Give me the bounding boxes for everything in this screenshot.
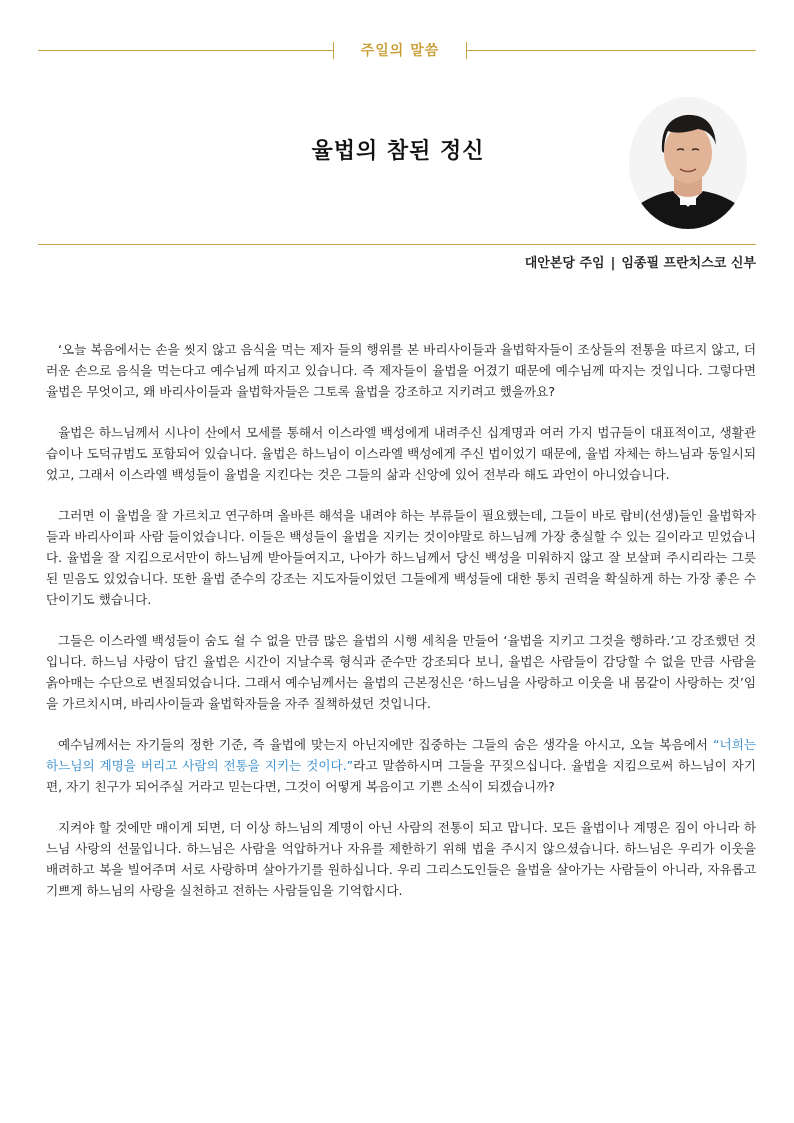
author-position: 대안본당 주임 (524, 256, 605, 271)
article-body (46, 340, 756, 922)
scripture-quote: “너희는 하느님의 계명을 버리고 사람의 전통을 지키는 것이다.” (46, 737, 756, 773)
paragraph-5-rest: 라고 말씀하시며 그들을 꾸짖으십니다. 율법을 지킴으로써 하느님이 자기 편, 자기 친구가 되어주실 거라고 믿는다면, 그것이 어떻게 복음이고 기쁜 소식이 되겠습니까? (46, 757, 756, 794)
paragraph-5-lead: 예수님께서는 자기들의 정한 기준, 즉 율법에 맞는지 아닌지에만 집중하는 그들의 숨은 생각을 아시고, 오늘 복음에서 (58, 737, 713, 753)
paragraph-3: 그러면 이 율법을 잘 가르치고 연구하며 올바른 해석을 내려야 하는 부류들이 필요했는데, 그들이 바로 랍비(선생)들인 율법학자들과 바리사이파 사람 들이었습니다. 이들은 백성들이 율법을 지키는 것이야말로 하느님께 가장 충실할 수 있는 길이라고 믿었습니다. 율법을 잘 지킴으로서만이 하느님께 받아들여지고, 나아가 하느님께서 당신 백성을 미워하지 않고 잘 보살펴 주시리라는 그릇된 믿음도 있었습니다. 또한 율법 준수의 강조는 지도자들이었던 그들에게 백성들에 대한 통치 권력을 확실하게 하는 가장 좋은 수단이기도 했습니다. (46, 508, 756, 607)
paragraph-5 (46, 735, 756, 797)
author-portrait (628, 95, 748, 230)
header-rule-left (38, 50, 333, 51)
header-divider (38, 244, 756, 245)
paragraph-2: 율법은 하느님께서 시나이 산에서 모세를 통해서 이스라엘 백성에게 내려주신 십계명과 여러 가지 법규들이 대표적이고, 생활관습이나 도덕규범도 포함되어 있습니다. 율법은 하느님이 이스라엘 백성에게 주신 법이었기 때문에, 율법 자체는 하느님과 동일시되었고, 그래서 이스라엘 백성들이 율법을 지킨다는 것은 그들의 삶과 신앙에 있어 전부라 해도 과언이 아니었습니다. (46, 425, 756, 482)
paragraph-4: 그들은 이스라엘 백성들이 숨도 쉴 수 없을 만큼 많은 율법의 시행 세칙을 만들어 ‘율법을 지키고 그것을 행하라.’고 강조했던 것입니다. 하느님 사랑이 담긴 율법은 시간이 지날수록 형식과 준수만 강조되다 보니, 율법은 사람들이 감당할 수 없을 만큼 사람을 옭아매는 수단으로 변질되었습니다. 그래서 예수님께서는 율법의 근본정신은 ‘하느님을 사랑하고 이웃을 내 몸같이 사랑하는 것’임을 가르치시며, 바리사이들과 율법학자들을 자주 질책하셨던 것입니다. (46, 633, 756, 711)
byline-separator: | (610, 256, 616, 271)
paragraph-6: 지켜야 할 것에만 매이게 되면, 더 이상 하느님의 계명이 아닌 사람의 전통이 되고 맙니다. 모든 율법이나 계명은 짐이 아니라 하느님 사랑의 선물입니다. 하느님은 사람을 억압하거나 자유를 제한하기 위해 법을 주시지 않으셨습니다. 하느님은 우리가 이웃을 배려하고 복을 빌어주며 서로 사랑하며 살아가기를 원하십니다. 우리 그리스도인들은 율법을 살아가는 사람들이 아니라, 자유롭고 기쁘게 하느님의 사랑을 실천하고 전하는 사람들임을 기억합시다. (46, 820, 756, 898)
author-byline (525, 252, 756, 271)
paragraph-1: ‘오늘 복음에서는 손을 씻지 않고 음식을 먹는 제자 들의 행위를 본 바리사이들과 율법학자들이 조상들의 전통을 따르지 않고, 더러운 손으로 음식을 먹는다고 예수님께 따지고 있습니다. 즉 제자들이 율법을 어겼기 때문에 예수님께 따지는 것입니다. 그렇다면 율법은 무엇이고, 왜 바리사이들과 율법학자들은 그토록 율법을 강조하고 지키려고 했을까요? (46, 342, 756, 399)
page-title: 율법의 참된 정신 (311, 139, 485, 164)
section-label: 주일의 말씀 (360, 43, 440, 59)
header-rule-right (466, 50, 756, 51)
author-name: 임종필 프란치스코 신부 (621, 256, 756, 271)
